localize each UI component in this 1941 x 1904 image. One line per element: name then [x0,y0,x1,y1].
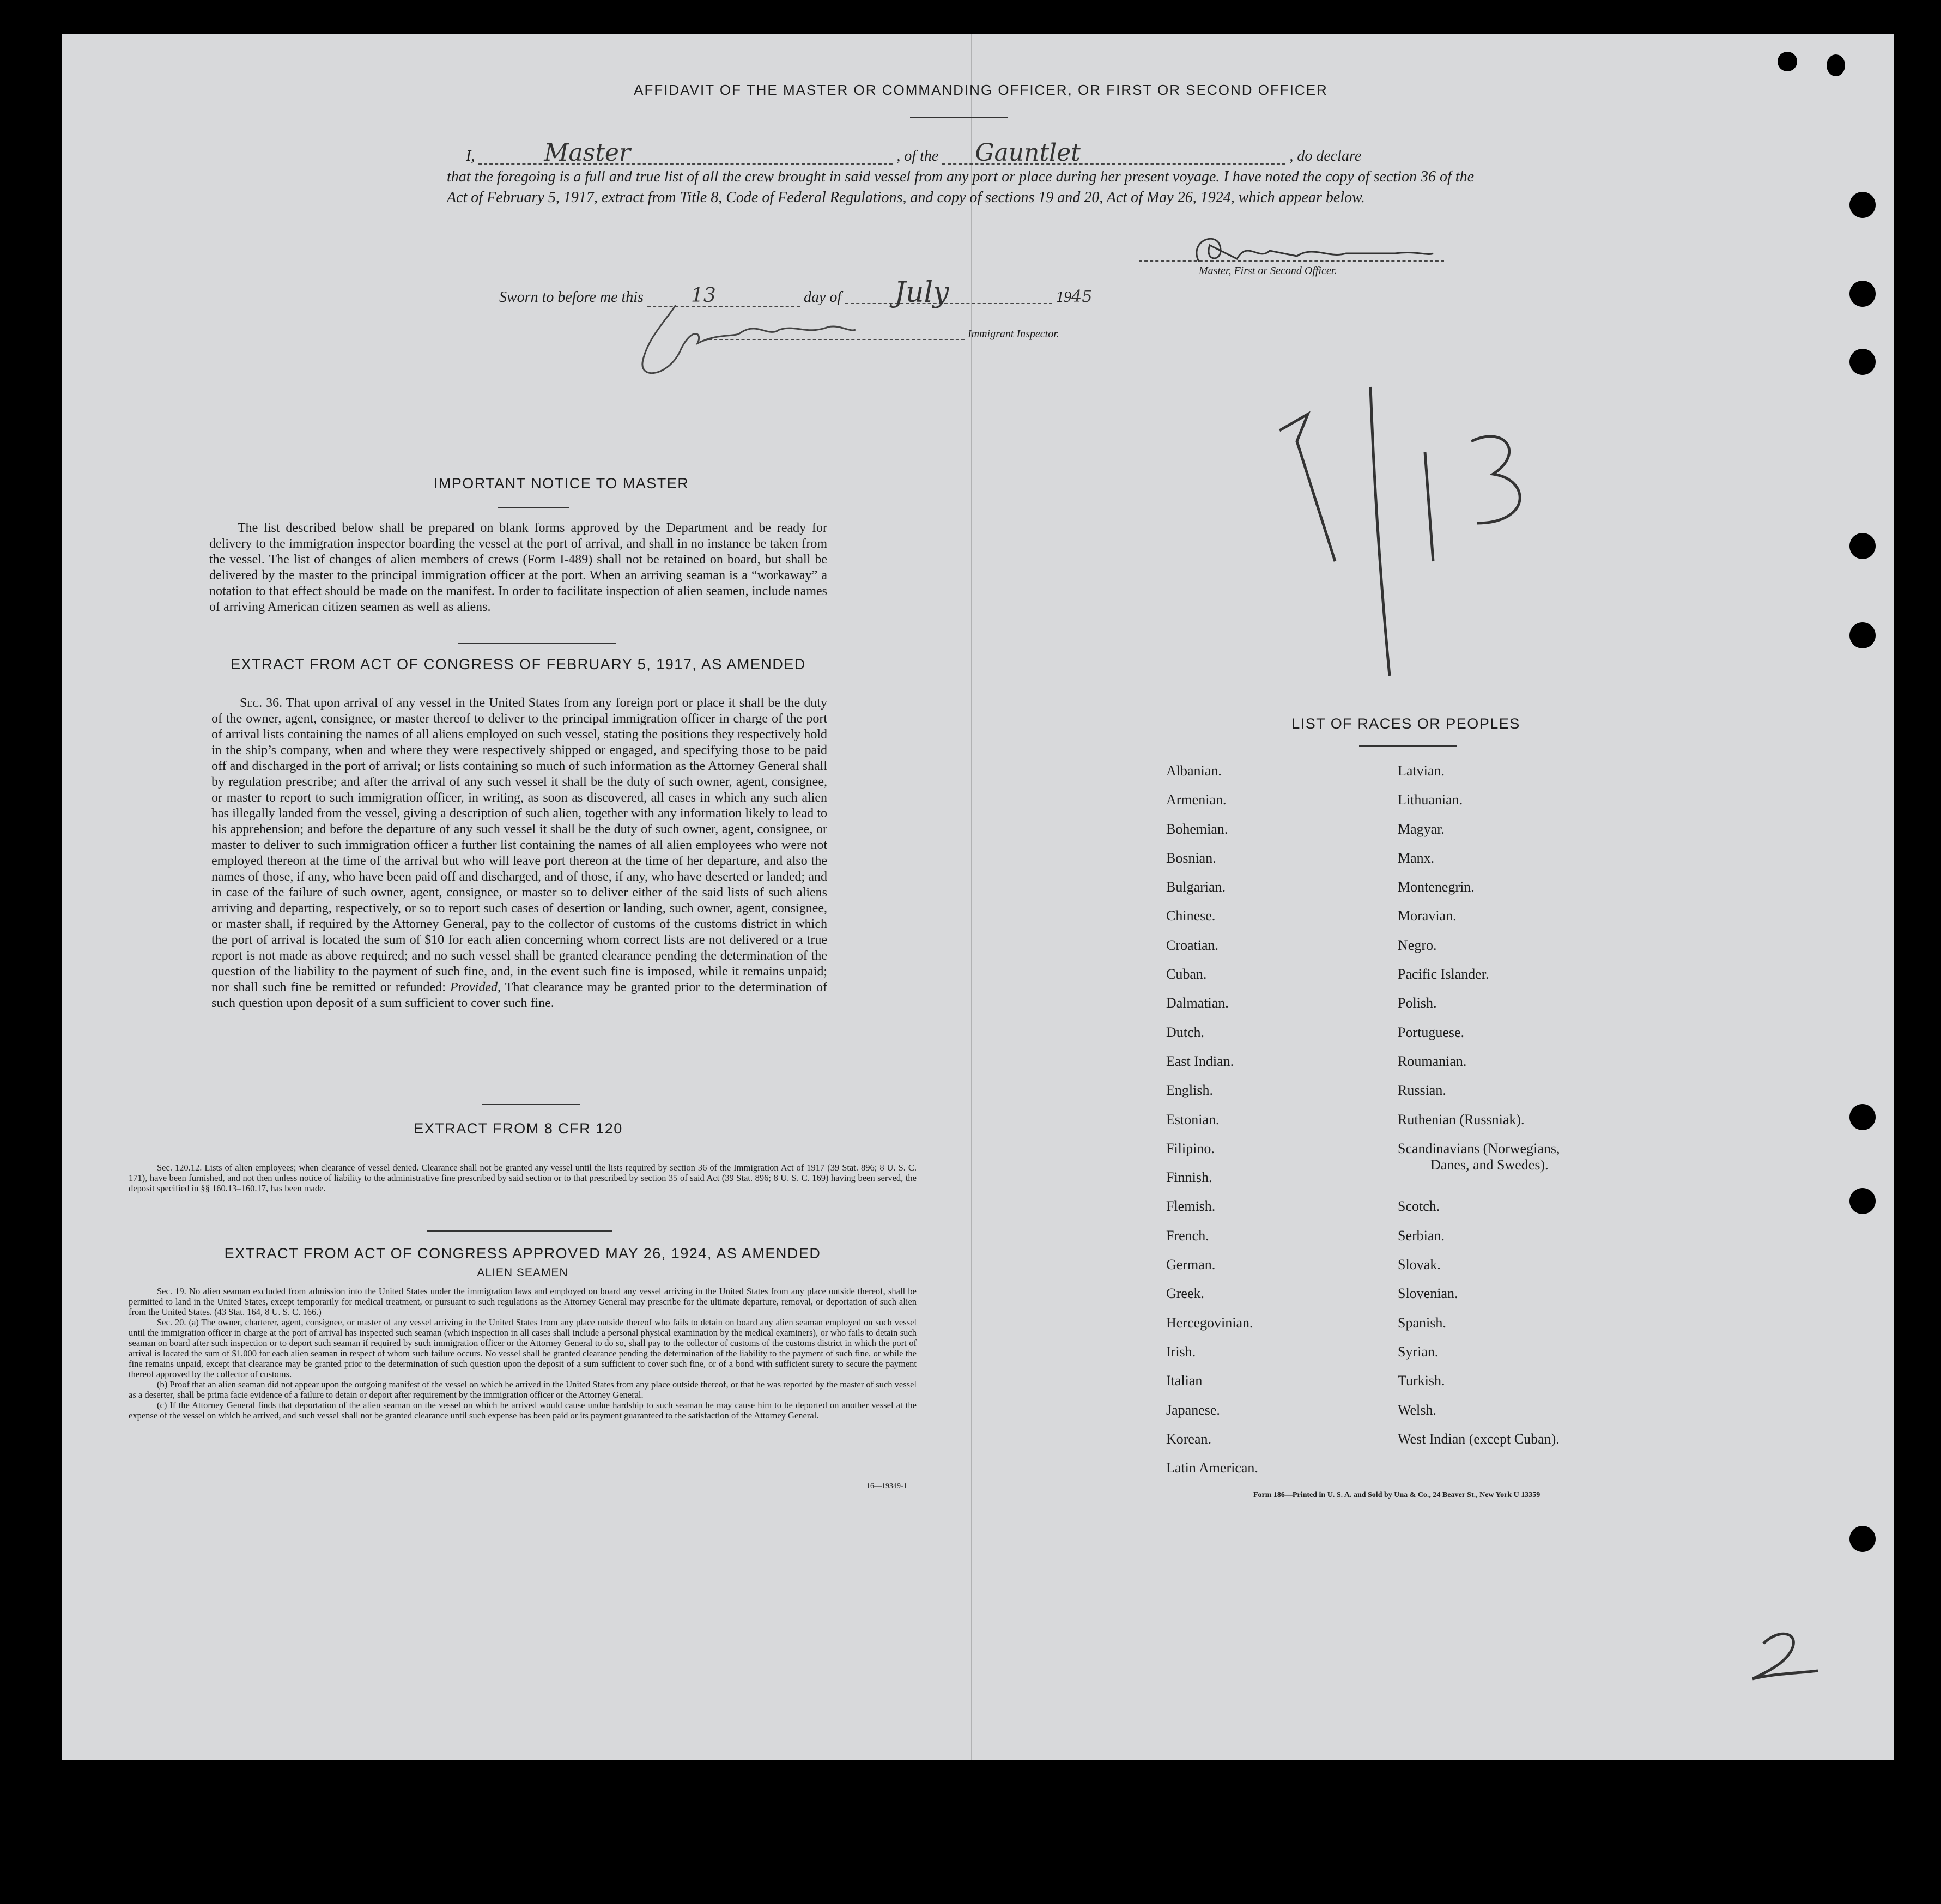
divider [458,643,616,644]
punch-hole [1849,1526,1876,1552]
punch-hole [1849,533,1876,559]
sec-36-text-end: That clearance may be granted prior to the determination of such question upon deposit of a sum sufficient to cover such fine. [211,980,828,1010]
race-item: East Indian. [1166,1053,1234,1069]
race-item: Hercegovinian. [1166,1314,1253,1331]
race-item: Greek. [1166,1285,1205,1302]
punch-hole [1849,349,1876,375]
provided-label: Provided, [450,980,501,995]
races-left-column [1166,763,1258,1489]
race-item: Finnish. [1166,1169,1212,1186]
race-item: Pacific Islander. [1398,966,1489,983]
handwritten-officer: Master [478,143,893,165]
inspector-signature [632,300,883,381]
race-item: French. [1166,1227,1209,1244]
race-item: Syrian. [1398,1343,1439,1360]
declare-label: , do declare [1289,148,1362,165]
sec-36-text: That upon arrival of any vessel in the United States from any foreign port or place it shall be the duty of the owner, agent, consignee, or master thereof to deliver to the principal immigration officer in charge of the port of arrival lists containing the names of all aliens employed on such vessel, stating the positions they respectively hold in the ship’s company, when and where they were respectively shipped or engaged, and specifying those to be paid off and discharged in the port of arrival; or lists containing so much of such information as the Attorney General shall by regulation prescribe; and after the arrival of any such vessel it shall be the duty of such owner, agent, consignee, or master to report to such immigration officer, in writing, as soon as discovered, all cases in which any such alien has illegally landed from the vessel, giving a description of such alien, together with any information likely to lead to his apprehension; and before the departure of any such vessel it shall be the duty of such owner, agent, consignee, or master to deliver to such immigration officer a further list containing the names of all alien employees who were not employed thereon at the time of the arrival but who will leave port thereon at the time of her departure, and also the names of those, if any, who have been paid off and discharged, and of those, if any, who have deserted or landed; and in case of the failure of such owner, agent, consignee, or master so to deliver either of the said lists of such aliens arriving and departing, respectively, or so to report such cases of desertion or landing, such owner, agent, consignee, or master shall, if required by the Attorney General, pay to the collector of customs of the customs district in which the port of arrival is located the sum of $10 for each alien concerning whom correct lists are not delivered or a true report is not made as above required; and no such vessel shall be granted clearance pending the determination of the question of the liability to the payment of such fine, and, in the event such fine is imposed, while it remains unpaid; nor shall such fine be remitted or refunded: [211,696,827,995]
divider [427,1230,612,1232]
sec-19-text: Sec. 19. No alien seaman excluded from admission into the United States under the immigration laws and employed on board any vessel arriving in the United States from any place outside thereof, shall be permitted to land in the United States, except temporarily for medical treatment, or pursuant to such regulations as the Attorney General may prescribe for the ultimate departure, removal, or deportation of such alien from the United States. (43 Stat. 164, 8 U. S. C. 166.) [129,1286,917,1317]
race-item: Scotch. [1398,1198,1440,1215]
handwritten-vessel: Gauntlet [942,143,1285,165]
race-item: Armenian. [1166,792,1227,808]
race-item: Spanish. [1398,1314,1446,1331]
race-item: Manx. [1398,850,1435,866]
sec-20b-text: (b) Proof that an alien seaman did not appear upon the outgoing manifest of the vessel on which he arrived in the United States from any place outside thereof, or that he was reported by the master of such vessel as a deserter, shall be prima facie evidence of a failure to detain or deport after requirement by the immigration officer or the Attorney General. [129,1379,917,1400]
of-the-label: , of the [896,148,939,165]
race-item: Moravian. [1398,908,1457,924]
handwritten-year: 45 [1071,287,1093,306]
race-item: Serbian. [1398,1227,1445,1244]
race-item: Danes, and Swedes). [1430,1156,1549,1173]
extract-1924-subtitle: ALIEN SEAMEN [477,1266,568,1279]
notice-body: The list described below shall be prepared on blank forms approved by the Department and be ready for delivery to the immigration inspector boarding the vessel at the port of arrival, and shall in no instance be taken from the vessel. The list of changes of alien members of crews (Form I-489) shall not be retained on board, but shall be delivered by the master to the principal immigration officer at the port. When an arriving seaman is a “workaway” a notation to that effect should be made on the manifest. In order to facilitate inspection of alien seamen, include names of arriving American citizen seamen as well as aliens. [209,521,827,614]
affidavit-title: AFFIDAVIT OF THE MASTER OR COMMANDING OFFICER, OR FIRST OR SECOND OFFICER [634,82,1328,98]
extract-1917-title: EXTRACT FROM ACT OF CONGRESS OF FEBRUARY 5, 1917, AS AMENDED [231,656,806,672]
signature-scrawl [632,300,883,381]
printer-footer: Form 186—Printed in U. S. A. and Sold by Una & Co., 24 Beaver St., New York U 13359 [1253,1491,1540,1499]
handwritten-day: 13 [647,286,800,307]
divider [498,507,569,508]
notice-title: IMPORTANT NOTICE TO MASTER [433,475,689,492]
punch-hole [1849,192,1876,218]
master-caption: Master, First or Second Officer. [1199,265,1337,277]
race-item: German. [1166,1257,1216,1273]
inspector-signature-line [708,339,965,340]
race-item: Albanian. [1166,763,1222,779]
sec-20a-text: Sec. 20. (a) The owner, charterer, agent, consignee, or master of any vessel arriving in the United States from any place outside thereof who fails to detain on board any alien seaman employed on such vessel until the immigration officer in charge at the port of arrival has inspected such seaman (which inspection in all cases shall include a personal physical examination by the medical examiners), or who fails to detain such seaman on board after such inspection or to deport such seaman if required by such immigration officer or the Attorney General to do so, shall pay to the collector of customs of the customs district in which the port of arrival is located the sum of $1,000 for each alien seaman in respect of whom such failure occurs. No vessel shall be granted clearance pending the determination of the liability to the payment of such fine, or while the fine remains unpaid, except that clearance may be granted prior to the determination of such question upon the deposit of a sum sufficient to cover such fine, or of a bond with sufficient surety to secure the payment thereof approved by the collector of customs. [129,1317,917,1379]
race-item: Montenegrin. [1398,879,1475,895]
affidavit-line-1 [466,139,1474,167]
race-item: Japanese. [1166,1402,1220,1418]
master-signature [1188,229,1439,262]
sworn-label: Sworn to before me this [499,289,644,306]
divider [910,117,1008,118]
race-item: Bosnian. [1166,850,1216,866]
race-item: Ruthenian (Russniak). [1398,1111,1525,1127]
race-item: Negro. [1398,937,1437,953]
race-item: West Indian (except Cuban). [1398,1430,1560,1447]
race-item: Dalmatian. [1166,995,1229,1011]
divider [482,1104,580,1105]
year-prefix: 19 [1056,289,1072,306]
race-item: Bohemian. [1166,821,1228,837]
race-item: Flemish. [1166,1198,1216,1215]
race-item: Polish. [1398,995,1437,1011]
handwritten-month: July [845,282,1052,304]
punch-hole [1849,622,1876,648]
race-item: Chinese. [1166,908,1216,924]
day-of-label: day of [803,289,842,306]
races-right-column [1398,763,1560,1460]
race-item: Slovak. [1398,1257,1441,1273]
extract-1924-body [129,1286,917,1421]
race-item: Slovenian. [1398,1285,1458,1302]
race-item: Latvian. [1398,763,1445,779]
race-item: Filipino. [1166,1140,1215,1156]
i-label: I, [466,148,475,165]
extract-cfr-body: Sec. 120.12. Lists of alien employees; when clearance of vessel denied. Clearance shall not be granted any vessel until the lists required by section 36 of the Immigration Act of 1917 (39 Stat. 896; 8 U. S. C. 171), have been furnished, and not then unless notice of liability to the administrative fine prescribed by said section or to that prescribed by section 35 of said Act (39 Stat. 896; 8 U. S. C. 169) having been served, the deposit specified in §§ 160.13–160.17, has been made. [129,1162,917,1193]
page-number-strokes [1742,1627,1823,1687]
race-item: Portuguese. [1398,1024,1465,1040]
master-signature-line [1139,260,1444,262]
race-item: Croatian. [1166,937,1219,953]
race-item: Lithuanian. [1398,792,1463,808]
race-item: Korean. [1166,1430,1212,1447]
punch-hole [1849,1104,1876,1130]
race-item: Latin American. [1166,1460,1258,1476]
punch-hole [1849,1188,1876,1214]
date-mark-strokes [1275,381,1558,687]
race-item: Bulgarian. [1166,879,1226,895]
race-item: Estonian. [1166,1111,1220,1127]
extract-cfr-title: EXTRACT FROM 8 CFR 120 [414,1120,623,1137]
race-item: Italian [1166,1373,1203,1389]
race-item: Welsh. [1398,1402,1436,1418]
sec-20c-text: (c) If the Attorney General finds that deportation of the alien seaman on the vessel on which he arrived would cause undue hardship to such seaman he may cause him to be deported on another vessel at the expense of the vessel on which he arrived, and such vessel shall not be granted clearance until such expense has been paid or its payment guaranteed to the satisfaction of the Attorney General. [129,1400,917,1421]
punch-hole [1849,281,1876,307]
race-item: Dutch. [1166,1024,1205,1040]
divider [1359,745,1457,747]
affidavit-body: that the foregoing is a full and true list of all the crew brought in said vessel from any port or place during her present voyage. I have noted the copy of section 36 of the Act of February 5, 1917, extract from Title 8, Code of Federal Regulations, and copy of sections 19 and 20, Act of May 26, 1924, which appear below. [447,168,1474,206]
inspector-caption: Immigrant Inspector. [968,328,1059,340]
handwritten-page-number [1742,1627,1823,1687]
handwritten-date-mark [1275,381,1548,687]
race-item: Cuban. [1166,966,1207,983]
race-item: Turkish. [1398,1373,1445,1389]
race-item: Roumanian. [1398,1053,1467,1069]
sec-36-label: Sec. 36. [240,696,283,710]
races-title: LIST OF RACES OR PEOPLES [1291,715,1520,732]
form-code: 16—19349-1 [866,1482,907,1490]
race-item: Scandinavians (Norwegians, [1398,1140,1560,1156]
race-item: Irish. [1166,1343,1196,1360]
extract-1917-body [211,695,827,1011]
extract-1924-title: EXTRACT FROM ACT OF CONGRESS APPROVED MAY 26, 1924, AS AMENDED [224,1245,821,1262]
race-item: English. [1166,1082,1213,1099]
punch-hole [1778,52,1797,71]
race-item: Russian. [1398,1082,1446,1099]
race-item: Magyar. [1398,821,1445,837]
punch-hole [1827,54,1845,76]
